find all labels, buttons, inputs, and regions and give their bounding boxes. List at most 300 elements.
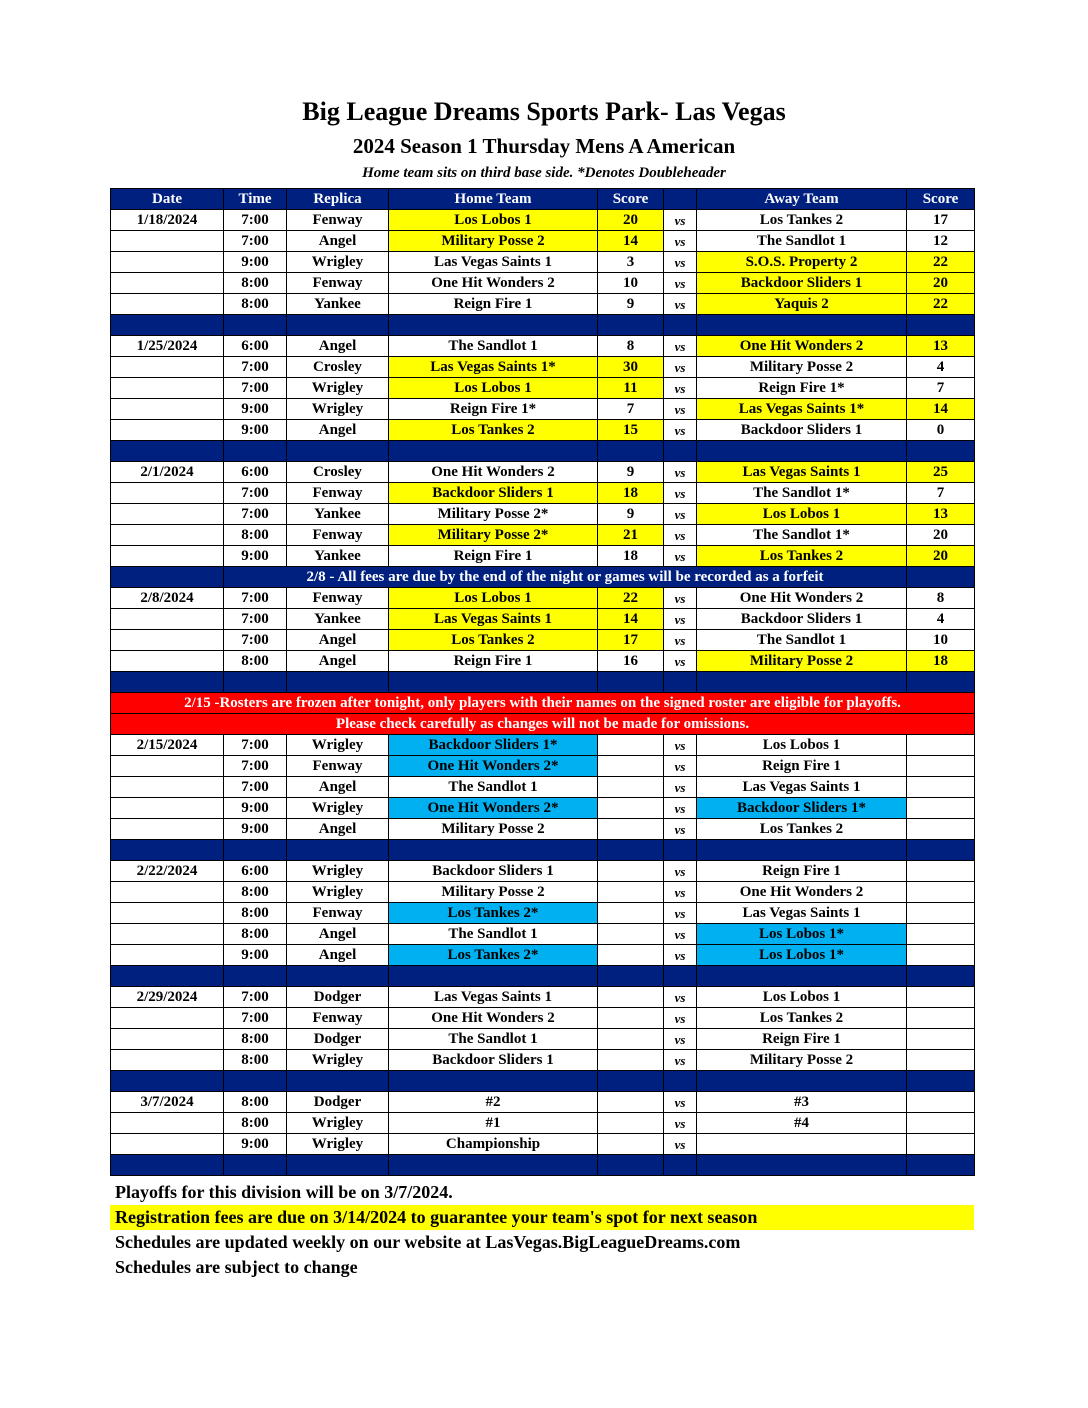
footer-line: Schedules are subject to change <box>115 1257 358 1277</box>
separator-cell <box>389 1155 598 1176</box>
vs-label: vs <box>664 945 697 966</box>
home-score <box>598 735 664 756</box>
game-time: 8:00 <box>224 1029 287 1050</box>
away-score: 7 <box>907 483 975 504</box>
week-separator-row <box>111 315 975 336</box>
vs-label: vs <box>664 357 697 378</box>
separator-cell <box>389 840 598 861</box>
home-score: 15 <box>598 420 664 441</box>
separator-cell <box>389 441 598 462</box>
away-team: Los Lobos 1* <box>697 945 907 966</box>
home-team: Las Vegas Saints 1 <box>389 609 598 630</box>
away-team: Backdoor Sliders 1 <box>697 273 907 294</box>
game-time: 8:00 <box>224 1050 287 1071</box>
game-row <box>111 756 975 777</box>
home-score: 18 <box>598 546 664 567</box>
col-header-away-score: Score <box>907 189 975 210</box>
away-team: Las Vegas Saints 1 <box>697 777 907 798</box>
away-score <box>907 798 975 819</box>
separator-cell <box>664 966 697 987</box>
vs-label: vs <box>664 210 697 231</box>
vs-label: vs <box>664 399 697 420</box>
game-row <box>111 483 975 504</box>
home-team: Reign Fire 1 <box>389 546 598 567</box>
schedule-table <box>110 188 975 1176</box>
game-field: Angel <box>287 651 389 672</box>
separator-cell <box>224 1155 287 1176</box>
home-team: Los Tankes 2* <box>389 945 598 966</box>
game-field: Angel <box>287 777 389 798</box>
away-team: Los Tankes 2 <box>697 546 907 567</box>
week-separator-row <box>111 966 975 987</box>
home-team: Reign Fire 1* <box>389 399 598 420</box>
game-row <box>111 945 975 966</box>
home-score <box>598 903 664 924</box>
home-team: Military Posse 2* <box>389 504 598 525</box>
game-time: 8:00 <box>224 651 287 672</box>
home-team: One Hit Wonders 2 <box>389 273 598 294</box>
game-field: Wrigley <box>287 798 389 819</box>
game-field: Dodger <box>287 987 389 1008</box>
game-date: 1/25/2024 <box>111 336 224 357</box>
game-field: Angel <box>287 924 389 945</box>
game-date <box>111 756 224 777</box>
separator-cell <box>907 672 975 693</box>
game-row <box>111 1134 975 1155</box>
home-score <box>598 861 664 882</box>
away-team: One Hit Wonders 2 <box>697 882 907 903</box>
game-time: 9:00 <box>224 399 287 420</box>
home-score: 14 <box>598 231 664 252</box>
week-separator-row <box>111 1155 975 1176</box>
home-team: Backdoor Sliders 1 <box>389 1050 598 1071</box>
home-score <box>598 1134 664 1155</box>
separator-cell <box>664 1071 697 1092</box>
away-team: Reign Fire 1 <box>697 861 907 882</box>
separator-cell <box>111 315 224 336</box>
game-date <box>111 399 224 420</box>
home-score: 18 <box>598 483 664 504</box>
vs-label: vs <box>664 504 697 525</box>
week-separator-row <box>111 840 975 861</box>
away-score <box>907 1029 975 1050</box>
separator-cell <box>697 315 907 336</box>
game-time: 9:00 <box>224 1134 287 1155</box>
separator-cell <box>287 966 389 987</box>
away-team: Los Tankes 2 <box>697 819 907 840</box>
game-field: Wrigley <box>287 252 389 273</box>
game-time: 7:00 <box>224 231 287 252</box>
home-score: 17 <box>598 630 664 651</box>
away-team: Los Lobos 1 <box>697 504 907 525</box>
away-team: Los Lobos 1 <box>697 987 907 1008</box>
game-date <box>111 903 224 924</box>
home-score: 9 <box>598 462 664 483</box>
game-row <box>111 798 975 819</box>
game-date <box>111 378 224 399</box>
game-field: Dodger <box>287 1029 389 1050</box>
away-score <box>907 924 975 945</box>
home-team: The Sandlot 1 <box>389 777 598 798</box>
vs-label: vs <box>664 651 697 672</box>
vs-label: vs <box>664 1092 697 1113</box>
game-row <box>111 861 975 882</box>
game-date <box>111 525 224 546</box>
home-team: Los Lobos 1 <box>389 588 598 609</box>
away-team: Los Lobos 1* <box>697 924 907 945</box>
game-row <box>111 1029 975 1050</box>
separator-cell <box>224 441 287 462</box>
separator-cell <box>287 840 389 861</box>
separator-cell <box>111 1155 224 1176</box>
game-time: 9:00 <box>224 798 287 819</box>
game-time: 8:00 <box>224 1113 287 1134</box>
separator-cell <box>907 840 975 861</box>
vs-label: vs <box>664 252 697 273</box>
game-date <box>111 945 224 966</box>
away-score <box>907 945 975 966</box>
away-team <box>697 1134 907 1155</box>
vs-label: vs <box>664 882 697 903</box>
home-score: 9 <box>598 294 664 315</box>
away-score: 25 <box>907 462 975 483</box>
away-score <box>907 1008 975 1029</box>
home-team: Backdoor Sliders 1* <box>389 735 598 756</box>
game-field: Angel <box>287 336 389 357</box>
separator-cell <box>598 1155 664 1176</box>
away-score <box>907 819 975 840</box>
vs-label: vs <box>664 798 697 819</box>
game-row <box>111 462 975 483</box>
game-date <box>111 231 224 252</box>
game-row <box>111 420 975 441</box>
separator-cell <box>697 840 907 861</box>
away-score: 7 <box>907 378 975 399</box>
vs-label: vs <box>664 903 697 924</box>
home-score: 10 <box>598 273 664 294</box>
game-row <box>111 504 975 525</box>
away-score <box>907 1050 975 1071</box>
notice-blank <box>111 567 224 588</box>
game-time: 7:00 <box>224 735 287 756</box>
separator-cell <box>598 315 664 336</box>
game-row <box>111 273 975 294</box>
vs-label: vs <box>664 735 697 756</box>
game-time: 8:00 <box>224 924 287 945</box>
vs-label: vs <box>664 1029 697 1050</box>
away-score: 4 <box>907 357 975 378</box>
game-row <box>111 1050 975 1071</box>
game-time: 8:00 <box>224 525 287 546</box>
home-team: Los Lobos 1 <box>389 378 598 399</box>
away-score: 13 <box>907 336 975 357</box>
game-field: Fenway <box>287 1008 389 1029</box>
game-row <box>111 1113 975 1134</box>
home-score <box>598 945 664 966</box>
col-header-home-score: Score <box>598 189 664 210</box>
game-date <box>111 273 224 294</box>
home-team: Backdoor Sliders 1 <box>389 861 598 882</box>
vs-label: vs <box>664 273 697 294</box>
away-score: 4 <box>907 609 975 630</box>
vs-label: vs <box>664 630 697 651</box>
roster-alert-text: Please check carefully as changes will not be made for omissions. <box>111 714 975 735</box>
game-time: 7:00 <box>224 630 287 651</box>
home-score <box>598 798 664 819</box>
game-date: 2/1/2024 <box>111 462 224 483</box>
home-team: Las Vegas Saints 1 <box>389 252 598 273</box>
home-team: Military Posse 2* <box>389 525 598 546</box>
vs-label: vs <box>664 987 697 1008</box>
home-team: Backdoor Sliders 1 <box>389 483 598 504</box>
separator-cell <box>907 441 975 462</box>
home-score: 11 <box>598 378 664 399</box>
game-time: 8:00 <box>224 294 287 315</box>
game-row <box>111 546 975 567</box>
game-time: 8:00 <box>224 903 287 924</box>
home-team: The Sandlot 1 <box>389 924 598 945</box>
home-team: #2 <box>389 1092 598 1113</box>
game-field: Fenway <box>287 210 389 231</box>
game-field: Yankee <box>287 294 389 315</box>
vs-label: vs <box>664 294 697 315</box>
game-time: 9:00 <box>224 546 287 567</box>
separator-cell <box>664 1155 697 1176</box>
footer-notes <box>110 1180 974 1280</box>
vs-label: vs <box>664 756 697 777</box>
game-field: Fenway <box>287 756 389 777</box>
away-team: Reign Fire 1 <box>697 1029 907 1050</box>
home-team: Reign Fire 1 <box>389 651 598 672</box>
separator-cell <box>111 1071 224 1092</box>
notice-blank <box>907 567 975 588</box>
roster-alert-text: 2/15 -Rosters are frozen after tonight, only players with their names on the signed roster are eligible for playoffs. <box>111 693 975 714</box>
vs-label: vs <box>664 525 697 546</box>
separator-cell <box>111 966 224 987</box>
home-score: 30 <box>598 357 664 378</box>
away-team: Reign Fire 1* <box>697 378 907 399</box>
away-team: Backdoor Sliders 1* <box>697 798 907 819</box>
col-header-home-team: Home Team <box>389 189 598 210</box>
vs-label: vs <box>664 588 697 609</box>
away-score: 8 <box>907 588 975 609</box>
game-row <box>111 630 975 651</box>
home-score <box>598 777 664 798</box>
game-time: 9:00 <box>224 420 287 441</box>
separator-cell <box>598 672 664 693</box>
vs-label: vs <box>664 420 697 441</box>
away-team: Las Vegas Saints 1* <box>697 399 907 420</box>
away-score: 18 <box>907 651 975 672</box>
game-date <box>111 504 224 525</box>
game-row <box>111 1092 975 1113</box>
game-time: 7:00 <box>224 987 287 1008</box>
game-date <box>111 777 224 798</box>
separator-cell <box>907 1155 975 1176</box>
separator-cell <box>224 672 287 693</box>
col-header-replica: Replica <box>287 189 389 210</box>
away-team: The Sandlot 1 <box>697 630 907 651</box>
separator-cell <box>697 441 907 462</box>
fee-notice-text: 2/8 - All fees are due by the end of the night or games will be recorded as a forfeit <box>224 567 907 588</box>
home-team: One Hit Wonders 2 <box>389 462 598 483</box>
home-score <box>598 1029 664 1050</box>
footer-line: Schedules are updated weekly on our website at LasVegas.BigLeagueDreams.com <box>115 1232 741 1252</box>
away-team: Military Posse 2 <box>697 651 907 672</box>
game-field: Fenway <box>287 588 389 609</box>
away-score <box>907 1134 975 1155</box>
separator-cell <box>598 966 664 987</box>
game-time: 6:00 <box>224 861 287 882</box>
away-team: #3 <box>697 1092 907 1113</box>
home-score: 22 <box>598 588 664 609</box>
game-field: Wrigley <box>287 1050 389 1071</box>
home-score <box>598 987 664 1008</box>
vs-label: vs <box>664 378 697 399</box>
away-team: One Hit Wonders 2 <box>697 336 907 357</box>
game-date <box>111 819 224 840</box>
home-team: The Sandlot 1 <box>389 336 598 357</box>
separator-cell <box>598 441 664 462</box>
game-row <box>111 231 975 252</box>
game-row <box>111 210 975 231</box>
away-score: 17 <box>907 210 975 231</box>
vs-label: vs <box>664 609 697 630</box>
game-field: Fenway <box>287 903 389 924</box>
game-row <box>111 252 975 273</box>
footer-line: Playoffs for this division will be on 3/7/2024. <box>115 1182 453 1202</box>
game-row <box>111 903 975 924</box>
separator-cell <box>287 1071 389 1092</box>
away-team: Yaquis 2 <box>697 294 907 315</box>
away-team: #4 <box>697 1113 907 1134</box>
game-row <box>111 777 975 798</box>
week-separator-row <box>111 441 975 462</box>
away-score <box>907 777 975 798</box>
home-team: One Hit Wonders 2* <box>389 756 598 777</box>
game-date: 2/15/2024 <box>111 735 224 756</box>
separator-cell <box>224 315 287 336</box>
home-team: Los Tankes 2 <box>389 420 598 441</box>
game-time: 7:00 <box>224 483 287 504</box>
page-title: Big League Dreams Sports Park- Las Vegas <box>302 97 786 126</box>
separator-cell <box>111 672 224 693</box>
home-score: 20 <box>598 210 664 231</box>
home-team: Military Posse 2 <box>389 231 598 252</box>
game-field: Wrigley <box>287 1113 389 1134</box>
home-team: Reign Fire 1 <box>389 294 598 315</box>
roster-alert-row <box>111 693 975 714</box>
away-team: Military Posse 2 <box>697 357 907 378</box>
game-time: 8:00 <box>224 1092 287 1113</box>
game-time: 7:00 <box>224 357 287 378</box>
game-field: Angel <box>287 945 389 966</box>
vs-label: vs <box>664 861 697 882</box>
home-score <box>598 1008 664 1029</box>
separator-cell <box>111 840 224 861</box>
game-row <box>111 336 975 357</box>
away-score: 0 <box>907 420 975 441</box>
col-header-date: Date <box>111 189 224 210</box>
away-team: Los Tankes 2 <box>697 210 907 231</box>
game-time: 6:00 <box>224 336 287 357</box>
table-header-row <box>111 189 975 210</box>
away-score: 10 <box>907 630 975 651</box>
away-score: 13 <box>907 504 975 525</box>
game-row <box>111 924 975 945</box>
separator-cell <box>907 966 975 987</box>
separator-cell <box>224 966 287 987</box>
game-field: Angel <box>287 630 389 651</box>
game-date <box>111 609 224 630</box>
game-row <box>111 1008 975 1029</box>
game-field: Wrigley <box>287 882 389 903</box>
col-header-vs <box>664 189 697 210</box>
game-field: Wrigley <box>287 378 389 399</box>
separator-cell <box>697 672 907 693</box>
vs-label: vs <box>664 777 697 798</box>
away-team: Las Vegas Saints 1 <box>697 462 907 483</box>
away-score: 20 <box>907 273 975 294</box>
game-row <box>111 819 975 840</box>
home-score <box>598 1113 664 1134</box>
vs-label: vs <box>664 231 697 252</box>
vs-label: vs <box>664 546 697 567</box>
game-time: 7:00 <box>224 1008 287 1029</box>
separator-cell <box>697 1071 907 1092</box>
game-row <box>111 609 975 630</box>
game-time: 8:00 <box>224 882 287 903</box>
game-date <box>111 1050 224 1071</box>
game-time: 8:00 <box>224 273 287 294</box>
separator-cell <box>224 840 287 861</box>
game-field: Angel <box>287 819 389 840</box>
separator-cell <box>224 1071 287 1092</box>
game-field: Yankee <box>287 504 389 525</box>
away-score: 22 <box>907 294 975 315</box>
game-row <box>111 399 975 420</box>
game-time: 7:00 <box>224 609 287 630</box>
game-date <box>111 1113 224 1134</box>
game-date: 2/8/2024 <box>111 588 224 609</box>
vs-label: vs <box>664 336 697 357</box>
game-time: 7:00 <box>224 504 287 525</box>
game-field: Fenway <box>287 525 389 546</box>
away-team: The Sandlot 1* <box>697 525 907 546</box>
game-date <box>111 798 224 819</box>
home-team: Los Tankes 2* <box>389 903 598 924</box>
game-row <box>111 651 975 672</box>
away-score <box>907 1113 975 1134</box>
away-score <box>907 882 975 903</box>
home-team: Championship <box>389 1134 598 1155</box>
vs-label: vs <box>664 483 697 504</box>
separator-cell <box>664 672 697 693</box>
vs-label: vs <box>664 1008 697 1029</box>
game-time: 9:00 <box>224 819 287 840</box>
away-team: Reign Fire 1 <box>697 756 907 777</box>
away-score <box>907 987 975 1008</box>
game-date <box>111 1008 224 1029</box>
away-team: Backdoor Sliders 1 <box>697 609 907 630</box>
home-score: 3 <box>598 252 664 273</box>
col-header-away-team: Away Team <box>697 189 907 210</box>
game-row <box>111 525 975 546</box>
separator-cell <box>287 1155 389 1176</box>
game-time: 7:00 <box>224 588 287 609</box>
game-field: Dodger <box>287 1092 389 1113</box>
vs-label: vs <box>664 462 697 483</box>
